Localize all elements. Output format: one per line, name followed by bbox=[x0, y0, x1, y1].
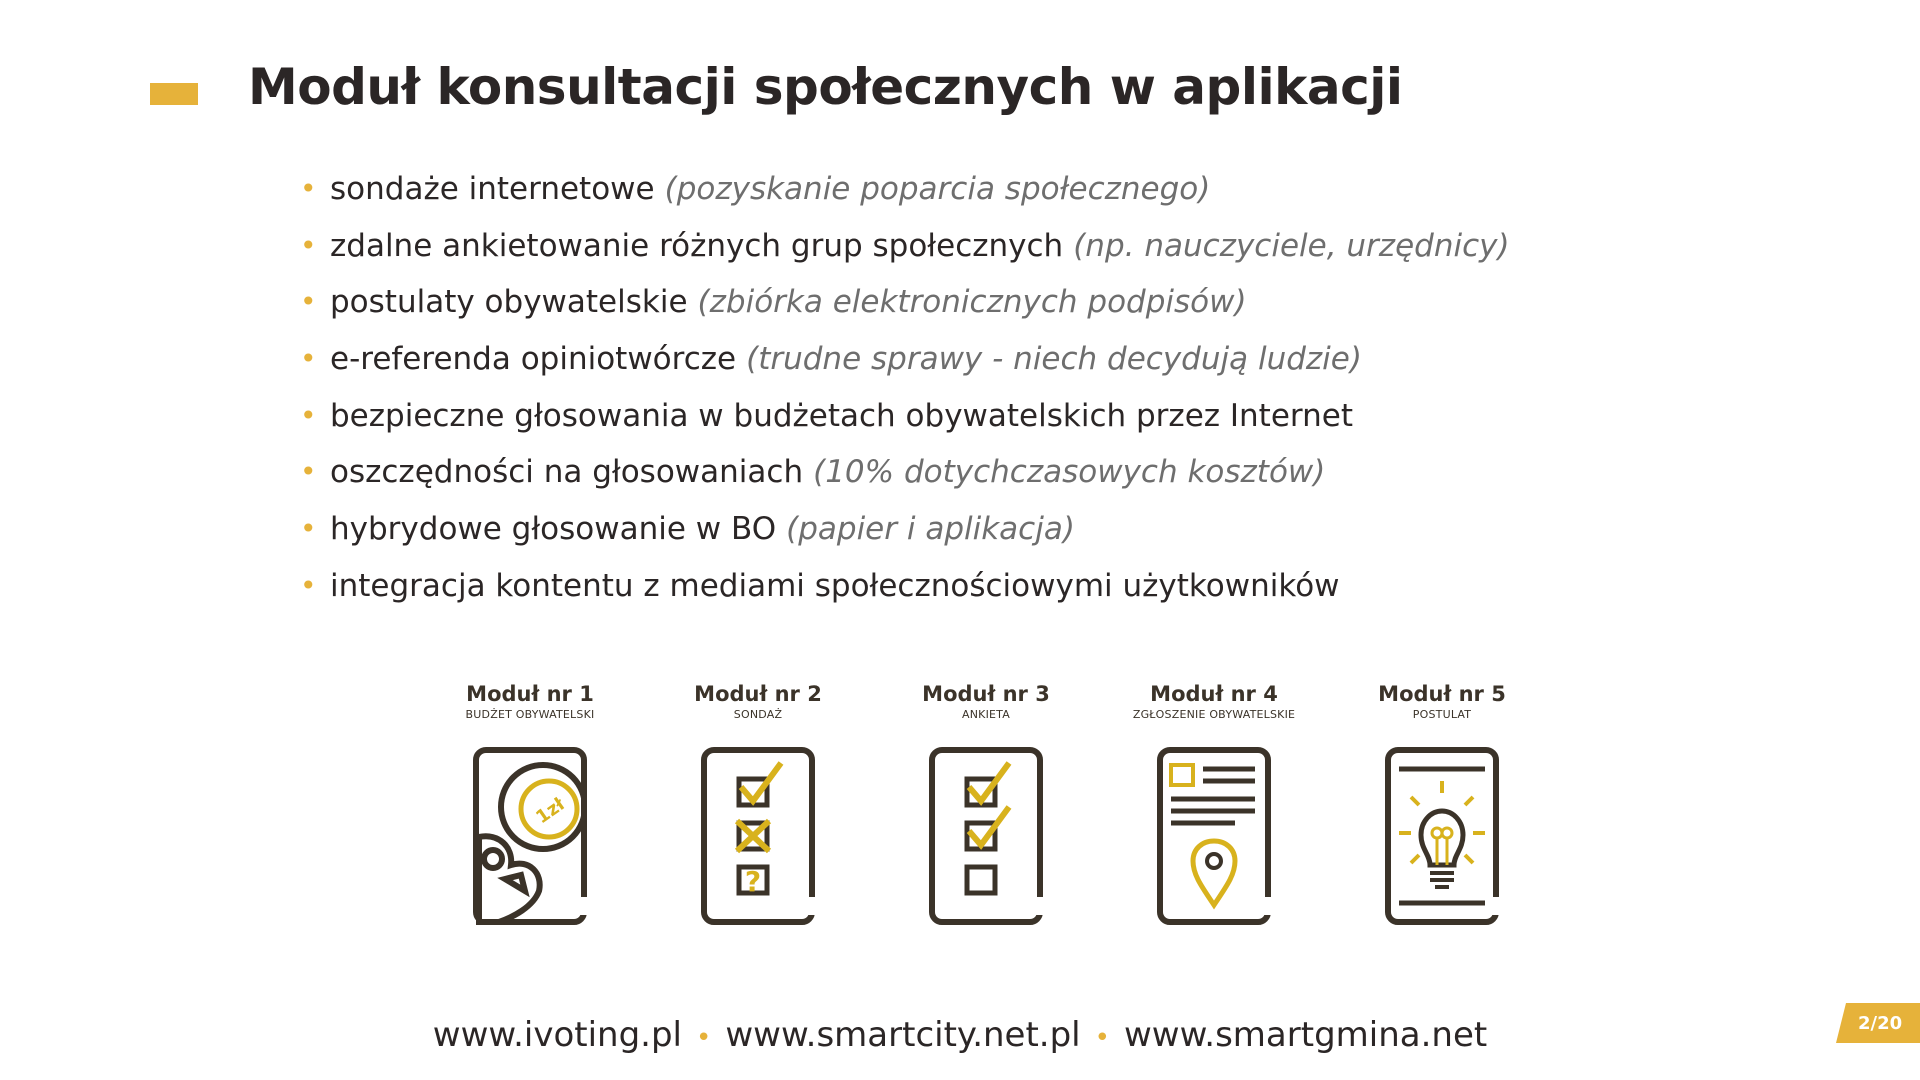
module-title: Moduł nr 3 bbox=[922, 682, 1050, 706]
list-item-text: zdalne ankietowanie różnych grup społecznych bbox=[330, 227, 1064, 264]
list-item-note: (pozyskanie poparcia społecznego) bbox=[664, 171, 1211, 207]
list-item bbox=[300, 507, 1510, 564]
page-number: 2/20 bbox=[1858, 1013, 1903, 1034]
feature-list bbox=[300, 167, 1510, 621]
footer-link-ivoting[interactable]: www.ivoting.pl bbox=[432, 1015, 683, 1055]
module-subtitle: BUDŻET OBYWATELSKI bbox=[465, 708, 595, 721]
list-item-note: (10% dotychczasowych kosztów) bbox=[813, 454, 1326, 491]
list-item-note: (trudne sprawy - niech decydują ludzie) bbox=[746, 341, 1362, 378]
list-item-note: (papier i aplikacja) bbox=[786, 511, 1075, 548]
list-item bbox=[300, 450, 1510, 507]
footer-link-smartgmina[interactable]: www.smartgmina.net bbox=[1123, 1015, 1488, 1055]
bullet-dot-icon: • bbox=[300, 398, 317, 432]
module-card-2[interactable] bbox=[648, 680, 868, 898]
module-subtitle: ZGŁOSZENIE OBYWATELSKIE bbox=[1132, 708, 1296, 721]
module-title: Moduł nr 5 bbox=[1378, 682, 1506, 706]
bullet-dot-icon: • bbox=[300, 455, 317, 489]
module-title: Moduł nr 4 bbox=[1150, 682, 1278, 706]
list-item-text: hybrydowe głosowanie w BO bbox=[330, 511, 777, 548]
list-item bbox=[300, 394, 1510, 451]
module-title: Moduł nr 1 bbox=[466, 682, 594, 706]
list-item-note: (zbiórka elektronicznych podpisów) bbox=[697, 284, 1247, 321]
idea-lightbulb-icon bbox=[1385, 747, 1499, 925]
module-subtitle: POSTULAT bbox=[1412, 708, 1472, 721]
list-item bbox=[300, 224, 1510, 281]
title-accent-bar bbox=[150, 83, 198, 105]
module-card-1[interactable] bbox=[420, 680, 640, 829]
bullet-dot-icon: • bbox=[300, 568, 317, 602]
page-number-badge bbox=[1836, 1003, 1920, 1043]
module-title: Moduł nr 2 bbox=[694, 682, 822, 706]
civic-budget-coin-icon bbox=[473, 747, 587, 925]
list-item bbox=[300, 337, 1510, 394]
bullet-dot-icon: • bbox=[300, 342, 317, 376]
list-item bbox=[300, 564, 1510, 621]
footer-separator: • bbox=[1094, 1023, 1110, 1053]
footer-links bbox=[0, 1015, 1920, 1055]
svg-text:?: ? bbox=[744, 865, 762, 898]
module-card-5[interactable] bbox=[1332, 680, 1552, 722]
list-item-text: bezpieczne głosowania w budżetach obywatelskich przez Internet bbox=[330, 397, 1353, 434]
list-item bbox=[300, 280, 1510, 337]
list-item-note: (np. nauczyciele, urzędnicy) bbox=[1073, 227, 1510, 264]
module-card-3[interactable] bbox=[876, 680, 1096, 722]
bullet-dot-icon: • bbox=[300, 228, 317, 262]
module-subtitle: SONDAŻ bbox=[733, 708, 783, 721]
bullet-dot-icon: • bbox=[300, 172, 317, 205]
list-item-text: oszczędności na głosowaniach bbox=[330, 454, 804, 491]
slide-title: Moduł konsultacji społecznych w aplikacji bbox=[248, 58, 1403, 116]
coin-label: 1zł bbox=[532, 793, 569, 829]
footer-link-smartcity[interactable]: www.smartcity.net.pl bbox=[725, 1015, 1081, 1055]
list-item bbox=[300, 167, 1510, 224]
list-item-text: sondaże internetowe bbox=[330, 171, 655, 207]
list-item-text: integracja kontentu z mediami społecznościowymi użytkowników bbox=[330, 567, 1340, 604]
bullet-dot-icon: • bbox=[300, 512, 317, 546]
list-item-text: e-referenda opiniotwórcze bbox=[330, 341, 737, 378]
footer-separator: • bbox=[696, 1023, 712, 1053]
module-card-4[interactable] bbox=[1104, 680, 1324, 722]
list-item-text: postulaty obywatelskie bbox=[330, 284, 688, 321]
module-subtitle: ANKIETA bbox=[962, 708, 1010, 721]
survey-checklist-icon bbox=[929, 747, 1043, 925]
bullet-dot-icon: • bbox=[300, 285, 317, 319]
poll-checklist-icon bbox=[701, 747, 815, 925]
citizen-report-location-icon bbox=[1157, 747, 1271, 925]
modules-row bbox=[420, 680, 1600, 940]
